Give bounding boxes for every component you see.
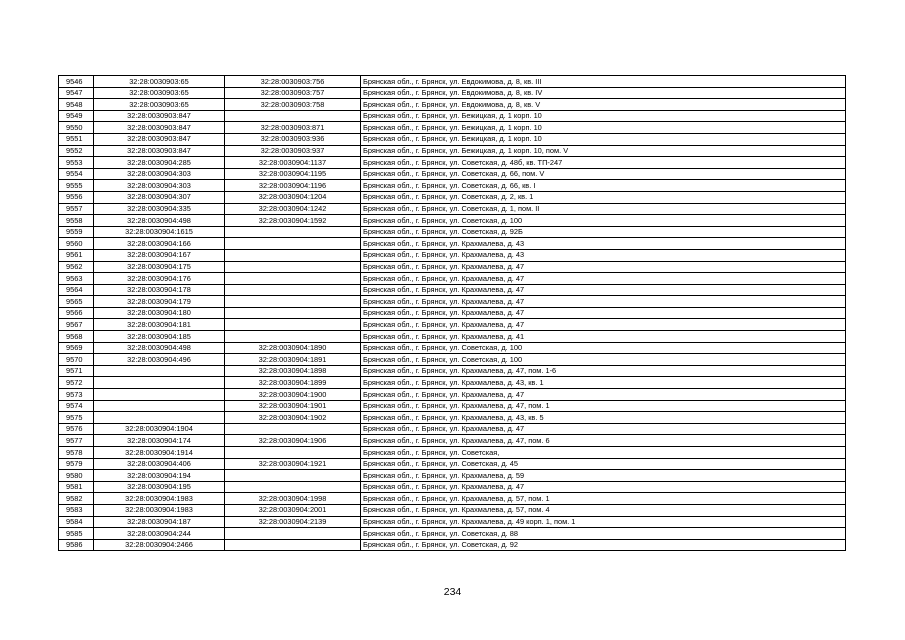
cadastral-number-cell: 32:28:0030904:1914 [94,447,225,459]
row-number-cell: 9564 [59,284,94,296]
row-number-cell: 9559 [59,226,94,238]
cadastral-number-cell: 32:28:0030904:178 [94,284,225,296]
address-cell: Брянская обл., г. Брянск, ул. Крахмалева, д. 43, кв. 1 [361,377,846,389]
object-number-cell [225,331,361,343]
row-number-cell: 9584 [59,516,94,528]
address-cell: Брянская обл., г. Брянск, ул. Крахмалева, д. 43, кв. 5 [361,412,846,424]
address-cell: Брянская обл., г. Брянск, ул. Крахмалева, д. 57, пом. 1 [361,493,846,505]
table-row [59,342,846,354]
cadastral-number-cell [94,389,225,401]
object-number-cell: 32:28:0030904:1890 [225,342,361,354]
cadastral-number-cell: 32:28:0030904:1983 [94,493,225,505]
object-number-cell: 32:28:0030904:1998 [225,493,361,505]
object-number-cell: 32:28:0030904:1906 [225,435,361,447]
address-cell: Брянская обл., г. Брянск, ул. Крахмалева, д. 47 [361,296,846,308]
row-number-cell: 9561 [59,249,94,261]
cadastral-number-cell: 32:28:0030903:847 [94,122,225,134]
object-number-cell: 32:28:0030904:2001 [225,504,361,516]
address-cell: Брянская обл., г. Брянск, ул. Крахмалева, д. 47, пом. 1 [361,400,846,412]
cadastral-number-cell: 32:28:0030904:1983 [94,504,225,516]
row-number-cell: 9567 [59,319,94,331]
object-number-cell [225,481,361,493]
table-row [59,133,846,145]
table-row [59,87,846,99]
row-number-cell: 9568 [59,331,94,343]
row-number-cell: 9555 [59,180,94,192]
table-row [59,400,846,412]
object-number-cell: 32:28:0030904:1901 [225,400,361,412]
page-number: 234 [443,586,462,598]
address-cell: Брянская обл., г. Брянск, ул. Крахмалева, д. 47 [361,284,846,296]
object-number-cell [225,249,361,261]
object-number-cell [225,296,361,308]
table-row [59,261,846,273]
object-number-cell: 32:28:0030903:937 [225,145,361,157]
object-number-cell: 32:28:0030903:756 [225,76,361,88]
table-row [59,273,846,285]
row-number-cell: 9563 [59,273,94,285]
address-cell: Брянская обл., г. Брянск, ул. Бежицкая, д. 1 корп. 10, пом. V [361,145,846,157]
table-row [59,180,846,192]
cadastral-number-cell: 32:28:0030904:176 [94,273,225,285]
cadastral-number-cell: 32:28:0030904:303 [94,168,225,180]
object-number-cell [225,528,361,540]
address-cell: Брянская обл., г. Брянск, ул. Советская, д. 92 [361,539,846,551]
table-row [59,249,846,261]
address-cell: Брянская обл., г. Брянск, ул. Крахмалева, д. 47 [361,273,846,285]
row-number-cell: 9552 [59,145,94,157]
cadastral-number-cell: 32:28:0030904:335 [94,203,225,215]
table-row [59,145,846,157]
cadastral-number-cell: 32:28:0030904:187 [94,516,225,528]
cadastral-number-cell: 32:28:0030904:1615 [94,226,225,238]
object-number-cell: 32:28:0030903:758 [225,99,361,111]
table-row [59,481,846,493]
address-cell: Брянская обл., г. Брянск, ул. Крахмалева, д. 43 [361,249,846,261]
object-number-cell: 32:28:0030904:1137 [225,157,361,169]
address-cell: Брянская обл., г. Брянск, ул. Советская, д. 88 [361,528,846,540]
address-cell: Брянская обл., г. Брянск, ул. Советская, д. 48б, кв. ТП-247 [361,157,846,169]
address-cell: Брянская обл., г. Брянск, ул. Советская, д. 100 [361,354,846,366]
object-number-cell: 32:28:0030903:757 [225,87,361,99]
cadastral-number-cell: 32:28:0030904:185 [94,331,225,343]
table-row [59,423,846,435]
row-number-cell: 9576 [59,423,94,435]
object-number-cell: 32:28:0030904:1196 [225,180,361,192]
cadastral-number-cell: 32:28:0030904:307 [94,191,225,203]
address-cell: Брянская обл., г. Брянск, ул. Крахмалева, д. 47 [361,481,846,493]
object-number-cell: 32:28:0030904:1891 [225,354,361,366]
object-number-cell: 32:28:0030903:871 [225,122,361,134]
row-number-cell: 9580 [59,470,94,482]
address-cell: Брянская обл., г. Брянск, ул. Советская, д. 92Б [361,226,846,238]
table-row [59,539,846,551]
cadastral-number-cell: 32:28:0030904:498 [94,215,225,227]
row-number-cell: 9550 [59,122,94,134]
object-number-cell [225,423,361,435]
row-number-cell: 9565 [59,296,94,308]
address-cell: Брянская обл., г. Брянск, ул. Евдокимова, д. 8, кв. III [361,76,846,88]
cadastral-number-cell: 32:28:0030904:496 [94,354,225,366]
table-row [59,447,846,459]
row-number-cell: 9582 [59,493,94,505]
row-number-cell: 9554 [59,168,94,180]
row-number-cell: 9574 [59,400,94,412]
address-cell: Брянская обл., г. Брянск, ул. Советская, д. 1, пом. II [361,203,846,215]
object-number-cell: 32:28:0030904:1898 [225,365,361,377]
address-cell: Брянская обл., г. Брянск, ул. Советская, [361,447,846,459]
address-cell: Брянская обл., г. Брянск, ул. Крахмалева, д. 47 [361,319,846,331]
cadastral-number-cell: 32:28:0030904:498 [94,342,225,354]
table-row [59,296,846,308]
object-number-cell: 32:28:0030903:936 [225,133,361,145]
row-number-cell: 9578 [59,447,94,459]
row-number-cell: 9573 [59,389,94,401]
cadastral-number-cell: 32:28:0030904:174 [94,435,225,447]
cadastral-number-cell: 32:28:0030904:179 [94,296,225,308]
address-cell: Брянская обл., г. Брянск, ул. Крахмалева, д. 57, пом. 4 [361,504,846,516]
address-cell: Брянская обл., г. Брянск, ул. Советская, д. 2, кв. 1 [361,191,846,203]
address-cell: Брянская обл., г. Брянск, ул. Бежицкая, д. 1 корп. 10 [361,122,846,134]
table-row [59,319,846,331]
row-number-cell: 9569 [59,342,94,354]
object-number-cell [225,447,361,459]
object-number-cell [225,238,361,250]
object-number-cell [225,539,361,551]
address-cell: Брянская обл., г. Брянск, ул. Крахмалева, д. 47 [361,389,846,401]
object-number-cell [225,470,361,482]
object-number-cell [225,273,361,285]
object-number-cell [225,284,361,296]
row-number-cell: 9579 [59,458,94,470]
row-number-cell: 9566 [59,307,94,319]
address-cell: Брянская обл., г. Брянск, ул. Советская, д. 66, пом. V [361,168,846,180]
object-number-cell [225,110,361,122]
table-row [59,307,846,319]
cadastral-number-cell: 32:28:0030904:285 [94,157,225,169]
table-row [59,203,846,215]
row-number-cell: 9572 [59,377,94,389]
cadastral-number-cell: 32:28:0030904:181 [94,319,225,331]
address-cell: Брянская обл., г. Брянск, ул. Крахмалева, д. 47 [361,261,846,273]
cadastral-number-cell: 32:28:0030904:244 [94,528,225,540]
table-row [59,435,846,447]
records-table [58,75,846,551]
address-cell: Брянская обл., г. Брянск, ул. Евдокимова, д. 8, кв. V [361,99,846,111]
cadastral-number-cell: 32:28:0030904:303 [94,180,225,192]
address-cell: Брянская обл., г. Брянск, ул. Крахмалева, д. 47 [361,423,846,435]
table-row [59,238,846,250]
row-number-cell: 9583 [59,504,94,516]
cadastral-number-cell: 32:28:0030904:167 [94,249,225,261]
address-cell: Брянская обл., г. Брянск, ул. Крахмалева, д. 41 [361,331,846,343]
cadastral-number-cell: 32:28:0030903:847 [94,133,225,145]
object-number-cell [225,261,361,273]
object-number-cell: 32:28:0030904:1921 [225,458,361,470]
row-number-cell: 9585 [59,528,94,540]
object-number-cell [225,319,361,331]
cadastral-number-cell: 32:28:0030904:166 [94,238,225,250]
row-number-cell: 9570 [59,354,94,366]
address-cell: Брянская обл., г. Брянск, ул. Бежицкая, д. 1 корп. 10 [361,133,846,145]
table-row [59,365,846,377]
table-row [59,493,846,505]
records-table-body [59,76,846,551]
row-number-cell: 9546 [59,76,94,88]
table-row [59,226,846,238]
object-number-cell: 32:28:0030904:1592 [225,215,361,227]
address-cell: Брянская обл., г. Брянск, ул. Крахмалева, д. 47, пом. 6 [361,435,846,447]
cadastral-number-cell [94,365,225,377]
cadastral-number-cell [94,377,225,389]
address-cell: Брянская обл., г. Брянск, ул. Советская, д. 100 [361,215,846,227]
address-cell: Брянская обл., г. Брянск, ул. Советская, д. 66, кв. I [361,180,846,192]
table-row [59,168,846,180]
address-cell: Брянская обл., г. Брянск, ул. Советская, д. 100 [361,342,846,354]
cadastral-number-cell: 32:28:0030903:847 [94,145,225,157]
object-number-cell [225,226,361,238]
row-number-cell: 9548 [59,99,94,111]
table-row [59,377,846,389]
table-row [59,76,846,88]
cadastral-number-cell: 32:28:0030904:175 [94,261,225,273]
table-row [59,215,846,227]
row-number-cell: 9556 [59,191,94,203]
address-cell: Брянская обл., г. Брянск, ул. Бежицкая, д. 1 корп. 10 [361,110,846,122]
table-row [59,516,846,528]
object-number-cell: 32:28:0030904:1899 [225,377,361,389]
cadastral-number-cell [94,400,225,412]
object-number-cell: 32:28:0030904:1902 [225,412,361,424]
table-row [59,412,846,424]
table-row [59,99,846,111]
address-cell: Брянская обл., г. Брянск, ул. Советская, д. 45 [361,458,846,470]
row-number-cell: 9551 [59,133,94,145]
row-number-cell: 9581 [59,481,94,493]
cadastral-number-cell: 32:28:0030903:847 [94,110,225,122]
row-number-cell: 9586 [59,539,94,551]
table-row [59,191,846,203]
cadastral-number-cell: 32:28:0030903:65 [94,87,225,99]
address-cell: Брянская обл., г. Брянск, ул. Евдокимова, д. 8, кв. IV [361,87,846,99]
row-number-cell: 9571 [59,365,94,377]
address-cell: Брянская обл., г. Брянск, ул. Крахмалева, д. 43 [361,238,846,250]
table-row [59,504,846,516]
row-number-cell: 9562 [59,261,94,273]
row-number-cell: 9558 [59,215,94,227]
cadastral-number-cell: 32:28:0030904:180 [94,307,225,319]
table-row [59,284,846,296]
object-number-cell [225,307,361,319]
row-number-cell: 9575 [59,412,94,424]
object-number-cell: 32:28:0030904:1195 [225,168,361,180]
cadastral-number-cell: 32:28:0030904:406 [94,458,225,470]
cadastral-number-cell: 32:28:0030904:1904 [94,423,225,435]
address-cell: Брянская обл., г. Брянск, ул. Крахмалева, д. 49 корп. 1, пом. 1 [361,516,846,528]
table-row [59,110,846,122]
table-row [59,458,846,470]
cadastral-number-cell: 32:28:0030903:65 [94,76,225,88]
cadastral-number-cell: 32:28:0030904:2466 [94,539,225,551]
row-number-cell: 9577 [59,435,94,447]
object-number-cell: 32:28:0030904:1204 [225,191,361,203]
table-row [59,528,846,540]
row-number-cell: 9560 [59,238,94,250]
cadastral-number-cell [94,412,225,424]
cadastral-number-cell: 32:28:0030904:194 [94,470,225,482]
table-row [59,122,846,134]
table-row [59,331,846,343]
address-cell: Брянская обл., г. Брянск, ул. Крахмалева, д. 47 [361,307,846,319]
table-row [59,354,846,366]
table-row [59,470,846,482]
row-number-cell: 9549 [59,110,94,122]
cadastral-number-cell: 32:28:0030904:195 [94,481,225,493]
address-cell: Брянская обл., г. Брянск, ул. Крахмалева, д. 47, пом. 1-6 [361,365,846,377]
object-number-cell: 32:28:0030904:1900 [225,389,361,401]
object-number-cell: 32:28:0030904:1242 [225,203,361,215]
cadastral-number-cell: 32:28:0030903:65 [94,99,225,111]
table-row [59,157,846,169]
table-row [59,389,846,401]
row-number-cell: 9547 [59,87,94,99]
address-cell: Брянская обл., г. Брянск, ул. Крахмалева, д. 59 [361,470,846,482]
row-number-cell: 9557 [59,203,94,215]
row-number-cell: 9553 [59,157,94,169]
object-number-cell: 32:28:0030904:2139 [225,516,361,528]
